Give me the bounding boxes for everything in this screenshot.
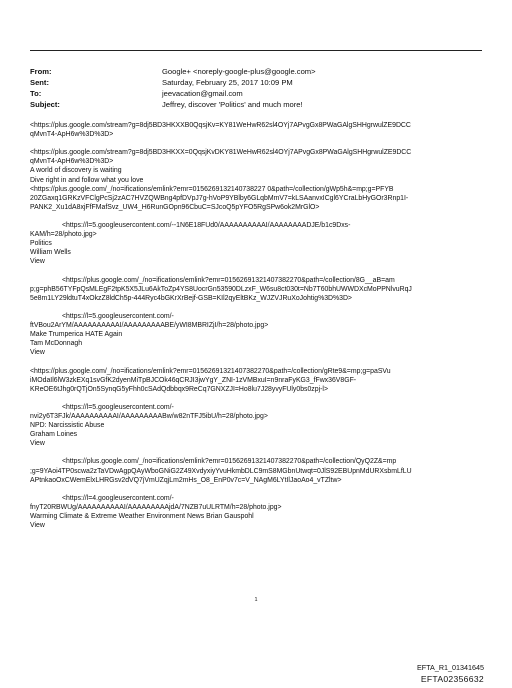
text-line: p;g=phB56TYFpQsMLEgF2tpK5X5JLu6AkToZp4YS8UocrGn53590DLzxF_W6su8ct030t=Nb7T60bhUWWDXcMoPPNlvuRqJ xyxy=(30,285,412,293)
text-line: KAM/h=28/photo.jpg> xyxy=(30,231,97,239)
collection-politics xyxy=(30,221,482,266)
text-line: APtnkaoOxCWemElxLHRGsv2dVQ7jVmUZqjLm2mHs_O8_EnP0v7c=V_NAgM6LYtIlJaoAo4_vTZltw> xyxy=(30,476,342,484)
subject-row xyxy=(30,99,482,110)
header-rule xyxy=(30,50,482,51)
text-line: Warming Climate & Extreme Weather Environment News Brian Gauspohl xyxy=(30,513,254,521)
subject-label: Subject: xyxy=(30,100,60,109)
text-line: iMOdaIl6lW3zkEXq1svGfK2dyenMiTpBJCOk46qCRJI3jwYgY_ZNI-1zVMBxuI=n9nraFyKG3_fFwx36V8GF- xyxy=(30,376,357,384)
text-line: <https://plus.google.com/_/no=ifications/emlink?emr=0156269132140738227 0&path=/collection/gWp5h&=mp;g=PFYB xyxy=(30,185,394,193)
text-line: <https://plus.google.com/stream?g=8dj5BD3HKXXB0QqsjKv=KY81WeHwR62sl4OYj7APvgGx8PWaGAlgSHHgrwulZE9DCC xyxy=(30,122,411,129)
intro-block xyxy=(30,148,482,212)
view-link[interactable]: View xyxy=(30,258,45,266)
sent-row xyxy=(30,77,482,88)
view-link[interactable]: View xyxy=(30,349,45,357)
bates-stamp-secondary: EFTA02356632 xyxy=(420,674,484,684)
from-row xyxy=(30,66,482,77)
text-line: Graham Loines xyxy=(30,431,78,439)
text-line: nvi2y6T3FJk/AAAAAAAAAAI/AAAAAAAAABw/w82nTFJ5ibU/h=28/photo.jpg> xyxy=(30,413,268,420)
collection-link-3 xyxy=(30,367,482,394)
collection-link-4 xyxy=(30,457,482,484)
text-line: <https://l=4.googleusercontent.com/- xyxy=(62,494,174,502)
text-line: 20ZGaxq1GRKzVFClgPcSj2zAC7HVZQWBng4pfDVpJ7g-hVoP9YBlby6GLqbMmV7=kLSAanvxICgl6YCraLbHyGOr3Rnp1I- xyxy=(30,194,409,202)
to-value: jeevacation@gmail.com xyxy=(162,89,243,98)
text-line: William Wells xyxy=(30,249,71,257)
text-line: <https://l=5.googleusercontent.com/--1N6E18FUd0/AAAAAAAAAAI/AAAAAAAADJE/b1c9Dxs- xyxy=(62,222,351,230)
text-line: qMvnT4-ApH6w%3D%3D> xyxy=(30,158,114,166)
page-number: 1 xyxy=(254,597,258,603)
text-line: Make Trumperica HATE Again xyxy=(30,331,123,339)
text-line: KReOE6tJhg0rQTjOn5SynqG5yFhh0cSAdQdbbqx9ReCq7GNXZJI=Ho8lu7J28yvyFUly0bs0zpj-l> xyxy=(30,385,328,393)
text-line: Tam McDonnagh xyxy=(30,340,83,348)
text-line: Politics xyxy=(30,240,52,248)
text-line: <https://plus.google.com/_/no=ifications/emlink?emr=01562691321407382270&path=/collection/gRte9&=mp;g=paSVu xyxy=(30,367,391,375)
text-line: fnyT20RBWUg/AAAAAAAAAAI/AAAAAAAAAjdA/7NZB7uULRTM/h=28/photo.jpg> xyxy=(30,503,282,511)
text-line: Dive right in and follow what you love xyxy=(30,176,144,184)
from-value: Google+ <noreply-google-plus@google.com> xyxy=(162,67,316,76)
to-label: To: xyxy=(30,89,42,98)
from-label: From: xyxy=(30,67,52,76)
text-line: <https://l=5.googleusercontent.com/- xyxy=(62,312,174,320)
collection-climate xyxy=(30,494,482,530)
to-row xyxy=(30,88,482,99)
text-line: qMvnT4-ApH6w%3D%3D> xyxy=(30,131,114,139)
bates-stamp-primary: EFTA_R1_01341645 xyxy=(417,663,484,672)
text-line: <https://plus.google.com/stream?g=8dj5BD3HKXX=0QqsjKvDKY81WeHwR62sl4OYj7APvgGx8PWaGAlgSHHgrwulZE9DCC xyxy=(30,149,412,157)
text-line: ftVBou2ArYM/AAAAAAAAAAI/AAAAAAAAABE/yWI8MBRIZjI/h=28/photo.jpg> xyxy=(30,322,269,330)
text-line: ;g=9YAoi4TP0scwa2zTaVDwAgpQAyWboGNiG2Z49XvdyxiyYvuHkmbDLC9mS8MGbnUtwqt=0JlS92EBUpnMdURXsbmLfLU xyxy=(30,467,412,475)
collection-link-2 xyxy=(30,276,482,303)
collection-npd xyxy=(30,403,482,448)
text-line: <https://plus.google.com/_/no=ifications/emlink?emr=01562691321407382270&path=/collection/8G__aB=am xyxy=(62,276,395,284)
view-link[interactable]: View xyxy=(30,440,45,448)
sent-value: Saturday, February 25, 2017 10:09 PM xyxy=(162,78,293,87)
stream-link-1 xyxy=(30,121,482,139)
text-line: <https://plus.google.com/_/no=ifications/emlink?emr=01562691321407382270&path=/collection/QyQ2Z&=mp xyxy=(62,458,397,466)
text-line: <https://l=5.googleusercontent.com/- xyxy=(62,403,174,411)
text-line: NPD: Narcissistic Abuse xyxy=(30,422,105,430)
sent-label: Sent: xyxy=(30,78,49,87)
text-line: 5e8m1LY29ldtuT4xOkzZ8ldCh5p-444Ryc4bGKrXrBejf-GSB=KIl2qyEltBKz_WJZVJRuXoJohtig%3D%3D> xyxy=(30,294,352,302)
subject-value: Jeffrey, discover 'Politics' and much more! xyxy=(162,100,303,109)
text-line: PANK2_Xu1dA8xjFfFMafSvz_UW4_H6RunGOpn96CbuC=SJcoQ5pYFO5RgSPw6ok2MrGlO> xyxy=(30,203,320,211)
email-body xyxy=(30,121,482,539)
email-header xyxy=(30,66,482,110)
text-line: A world of discovery is waiting xyxy=(30,167,122,175)
collection-trumperica xyxy=(30,312,482,357)
view-link[interactable]: View xyxy=(30,522,45,530)
